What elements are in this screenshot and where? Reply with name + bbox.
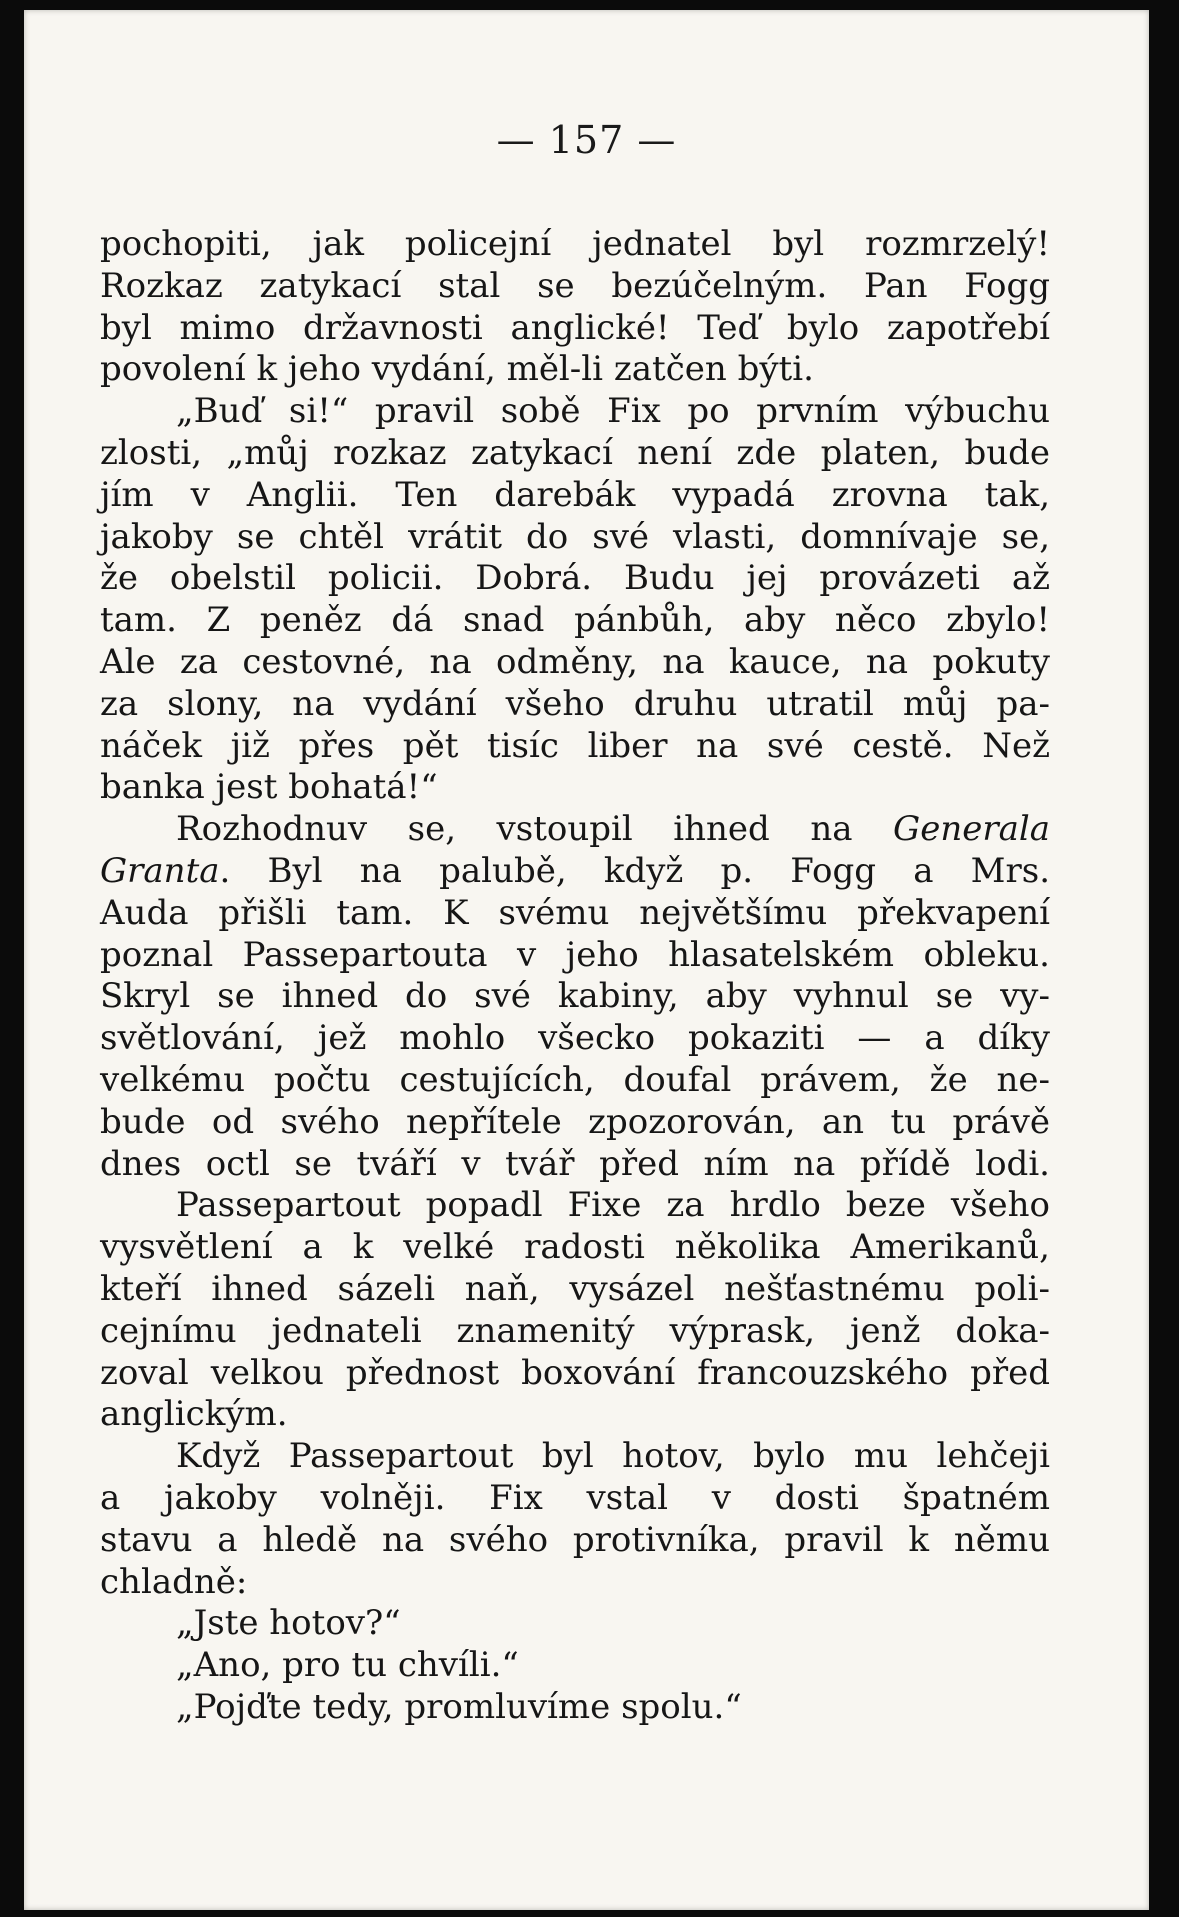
text-line: Passepartout popadl Fixe za hrdlo beze všeho — [176, 1185, 1050, 1226]
text-line: vysvětlení a k velké radosti několika Amerikanů, — [100, 1227, 1050, 1268]
text-line: povolení k jeho vydání, měl-li zatčen býti. — [100, 349, 814, 390]
text-line: Auda přišli tam. K svému největšímu překvapení — [100, 892, 1050, 933]
text-line: jakoby se chtěl vrátit do své vlasti, domnívaje se, — [100, 516, 1050, 557]
text-line: kteří ihned sázeli naň, vysázel nešťastnému poli- — [100, 1268, 1050, 1309]
text-line: cejnímu jednateli znamenitý výprask, jenž doka- — [100, 1310, 1050, 1351]
text-line: poznal Passepartouta v jeho hlasatelském obleku. — [100, 934, 1050, 975]
text-line: za slony, na vydání všeho druhu utratil můj pa- — [100, 683, 1050, 724]
text-line: zlosti, „můj rozkaz zatykací není zde platen, bude — [100, 432, 1050, 473]
ship-name: Granta — [100, 850, 220, 891]
text-line: pochopiti, jak policejní jednatel byl rozmrzelý! — [100, 224, 1050, 264]
body-text — [100, 224, 1050, 1729]
text-line: stavu a hledě na svého protivníka, pravil k němu — [100, 1519, 1050, 1560]
text-line: „Ano, pro tu chvíli.“ — [176, 1645, 519, 1686]
text-line: tam. Z peněz dá snad pánbůh, aby něco zbylo! — [100, 600, 1050, 641]
text-line: Ale za cestovné, na odměny, na kauce, na pokuty — [100, 641, 1050, 682]
text-line: anglickým. — [100, 1394, 288, 1435]
text-line: jím v Anglii. Ten darebák vypadá zrovna tak, — [100, 474, 1050, 515]
text-line: Rozkaz zatykací stal se bezúčelným. Pan Fogg — [100, 265, 1050, 306]
text-line: byl mimo državnosti anglické! Teď bylo zapotřebí — [100, 307, 1050, 348]
text-line: že obelstil policii. Dobrá. Budu jej provázeti až — [100, 558, 1050, 599]
text-line: Rozhodnuv se, vstoupil ihned na Generala — [176, 809, 1050, 850]
ship-name: Generala — [893, 809, 1050, 850]
text-line: Když Passepartout byl hotov, bylo mu lehčeji — [176, 1436, 1050, 1477]
book-page — [24, 10, 1149, 1910]
text-line: „Pojďte tedy, promluvíme spolu.“ — [176, 1686, 742, 1727]
text-line: a jakoby volněji. Fix vstal v dosti špatném — [100, 1477, 1050, 1518]
page-number: — 157 — — [496, 118, 677, 162]
text-line: zoval velkou přednost boxování francouzského před — [100, 1352, 1050, 1393]
text-line: velkému počtu cestujících, doufal právem, že ne- — [100, 1059, 1050, 1100]
text-line: Granta. Byl na palubě, když p. Fogg a Mrs. — [100, 850, 1050, 891]
text-line: „Jste hotov?“ — [176, 1603, 401, 1644]
text-line: bude od svého nepřítele zpozorován, an tu právě — [100, 1101, 1050, 1142]
text-line: světlování, jež mohlo všecko pokaziti — a díky — [100, 1018, 1050, 1059]
text-line: náček již přes pět tisíc liber na své cestě. Než — [100, 725, 1050, 766]
text-line: „Buď si!“ pravil sobě Fix po prvním výbuchu — [176, 391, 1050, 432]
text-line: banka jest bohatá!“ — [100, 767, 438, 808]
text-line: dnes octl se tváří v tvář před ním na přídě lodi. — [100, 1143, 1050, 1184]
text-line: chladně: — [100, 1561, 248, 1602]
text-line: Skryl se ihned do své kabiny, aby vyhnul se vy- — [100, 976, 1050, 1017]
